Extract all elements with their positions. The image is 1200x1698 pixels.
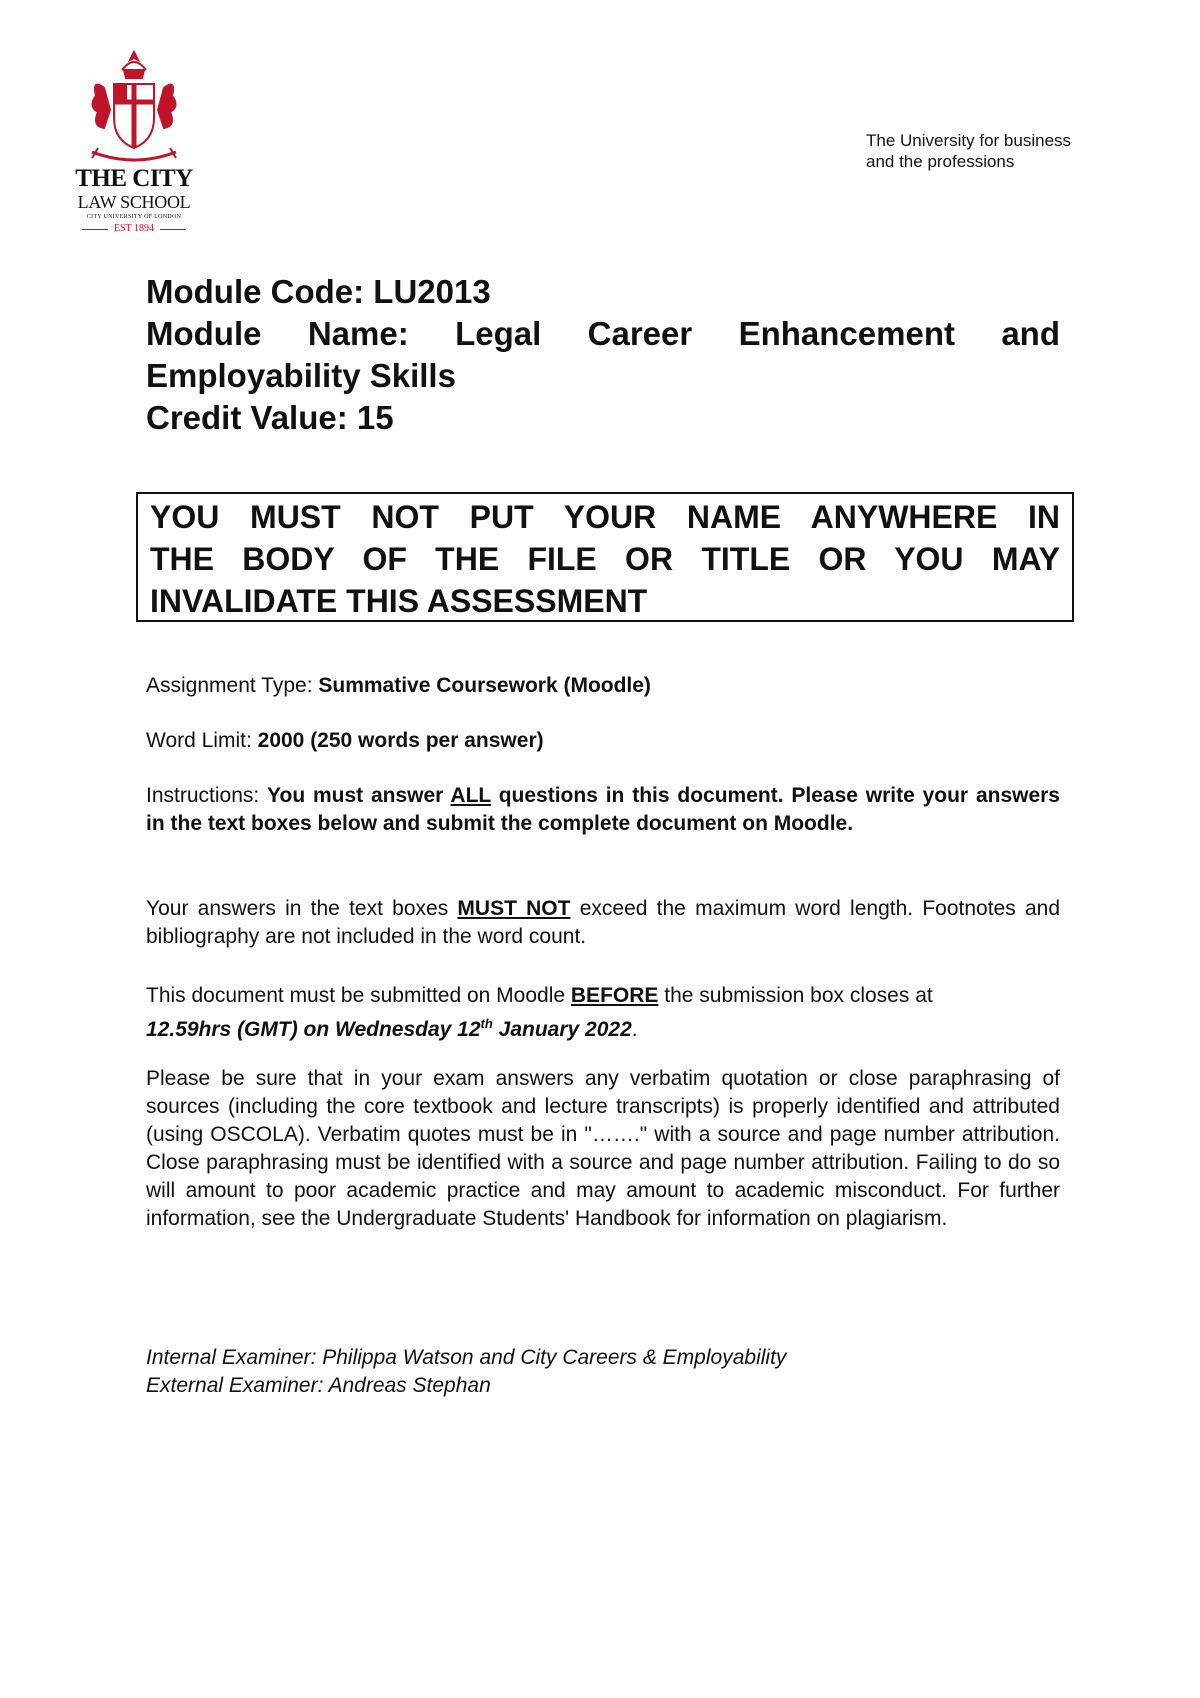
university-tagline: The University for business and the professions (866, 131, 1072, 171)
external-examiner: External Examiner: Andreas Stephan (146, 1374, 491, 1397)
city-law-school-logo (66, 48, 202, 240)
module-code: Module Code: LU2013 (146, 273, 491, 310)
instructions: Instructions: You must answer ALL questions in this document. Please write your answers in the text boxes below and submit the complete document on Moodle. (146, 784, 1060, 835)
word-limit: Word Limit: 2000 (250 words per answer) (146, 729, 544, 752)
examiners (146, 1344, 1060, 1400)
module-name: Module Name: Legal Career Enhancement and (146, 315, 1060, 352)
submission-deadline: This document must be submitted on Moodle BEFORE the submission box closes at 12.59hrs (GMT) on Wednesday 12th January 2022. (146, 984, 933, 1041)
logo-established: EST 1894 (66, 222, 202, 236)
logo-university: CITY UNIVERSITY OF LONDON (86, 214, 182, 220)
module-name-continued: Employability Skills (146, 357, 456, 394)
plagiarism-notice: Please be sure that in your exam answers any verbatim quotation or close paraphrasing of sources (including the core textbook and lecture transcripts) is properly identified and attributed (using OSCOLA). Verbatim quotes must be in "……." with a source and page number attribution. Close paraphrasing must be identified with a source and page number attribution. Failing to do so will amount to poor academic practice and may amount to academic misconduct. For further information, see the Undergraduate Students' Handbook for information on plagiarism. (146, 1067, 1060, 1230)
crest-icon (66, 48, 202, 166)
credit-value: Credit Value: 15 (146, 399, 394, 436)
anonymity-warning-box: YOU MUST NOT PUT YOUR NAME ANYWHERE IN THE BODY OF THE FILE OR TITLE OR YOU MAY INVALIDATE THIS ASSESSMENT (136, 492, 1074, 622)
logo-subtitle: LAW SCHOOL (77, 192, 191, 212)
module-info (146, 271, 1060, 439)
internal-examiner: Internal Examiner: Philippa Watson and City Careers & Employability (146, 1346, 787, 1369)
logo-title: THE CITY (75, 165, 193, 192)
word-length-notice: Your answers in the text boxes MUST NOT exceed the maximum word length. Footnotes and bibliography are not included in the word count. (146, 897, 1060, 948)
assignment-type: Assignment Type: Summative Coursework (Moodle) (146, 674, 651, 697)
